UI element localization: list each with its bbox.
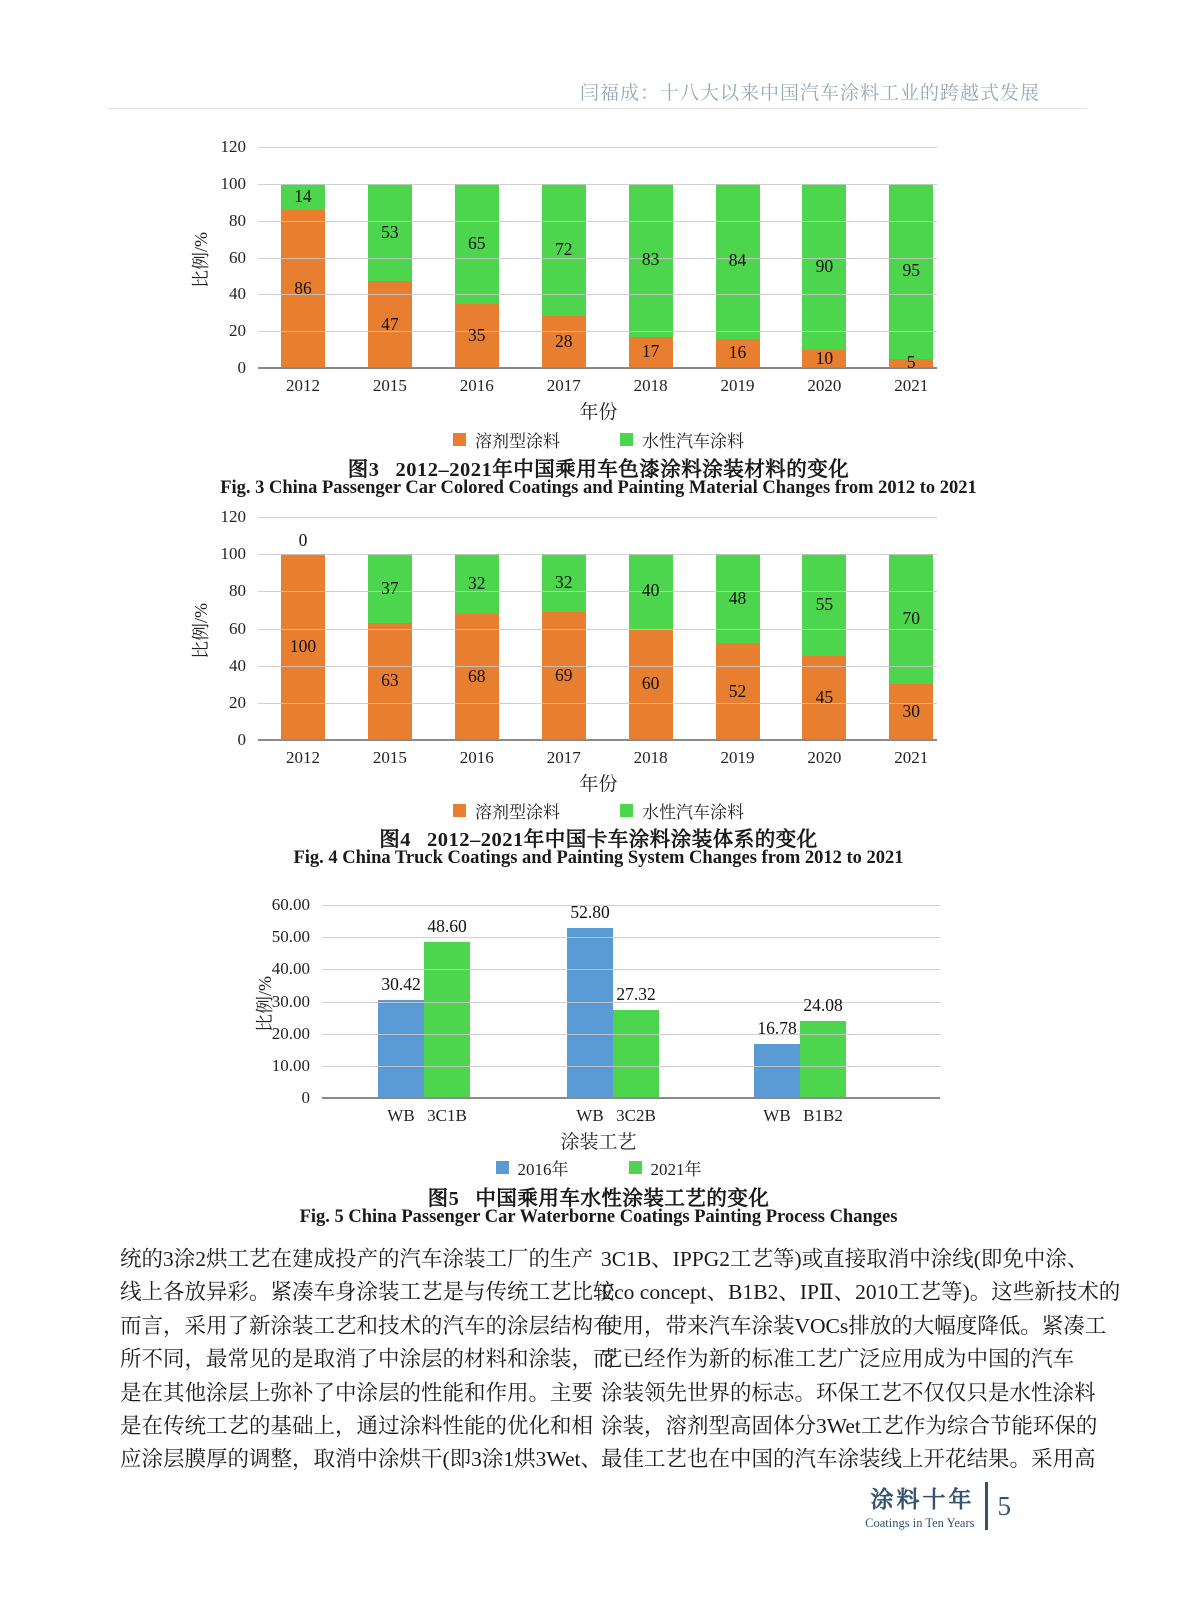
header-rule <box>108 108 1087 109</box>
page-footer <box>865 1481 1011 1531</box>
bar-2016 <box>567 928 613 1098</box>
bar-2016 <box>378 1000 424 1098</box>
x-tick-label: 2012 <box>286 748 320 767</box>
gridline <box>322 969 940 970</box>
body-text-line: 3C1B、IPPG2工艺等)或直接取消中涂线(即免中涂、 <box>601 1247 1089 1271</box>
y-tick-label: 0 <box>237 730 246 749</box>
fig4-caption-number: 图4 <box>379 829 411 851</box>
gridline <box>258 666 937 667</box>
bar-value-label: 24.08 <box>803 994 843 1015</box>
body-text-line: 涂装，溶剂型高固体分3Wet工艺作为综合节能环保的 <box>601 1414 1098 1439</box>
legend-label: 2021年 <box>650 1160 702 1179</box>
fig4-caption-text: 2012–2021年中国卡车涂料涂装体系的变化 <box>427 829 818 851</box>
legend-item <box>496 1155 569 1180</box>
fig3-caption-text: 2012–2021年中国乘用车色漆涂料涂装材料的变化 <box>395 459 850 481</box>
y-tick-label: 80 <box>229 210 246 230</box>
waterborne-value-label: 65 <box>468 232 486 253</box>
chart-plot-area <box>258 147 937 373</box>
body-text-line: 而言，采用了新涂装工艺和技术的汽车的涂层结构有 <box>120 1313 615 1338</box>
bar-2021 <box>424 942 470 1098</box>
body-text-line: Eco concept、B1B2、IPⅡ、2010工艺等)。这些新技术的 <box>601 1280 1121 1305</box>
bar-2016 <box>754 1044 800 1098</box>
journal-brand-en: Coatings in Ten Years <box>865 1516 975 1530</box>
solvent-value-label: 60 <box>641 673 660 694</box>
y-tick-label: 20.00 <box>271 1023 310 1043</box>
legend-item <box>453 427 560 452</box>
gridline <box>322 905 940 906</box>
running-head: 闫福成：十八大以来中国汽车涂料工业的跨越式发展 <box>579 83 1040 104</box>
solvent-value-label: 16 <box>728 342 747 363</box>
solvent-value-label: 45 <box>815 687 834 708</box>
gridline <box>258 517 937 518</box>
green-legend-swatch <box>620 804 633 817</box>
gridline <box>258 629 937 630</box>
body-text-line: 涂装领先世界的标志。环保工艺不仅仅只是水性涂料 <box>601 1380 1096 1405</box>
x-tick-label: 2018 <box>633 376 668 395</box>
waterborne-value-label: 37 <box>381 577 399 598</box>
solvent-value-label: 5 <box>906 352 916 373</box>
x-tick-label: WB <box>763 1106 791 1125</box>
solvent-value-label: 68 <box>468 665 486 686</box>
x-tick-label: WB <box>576 1106 604 1125</box>
solvent-value-label: 63 <box>381 670 399 691</box>
green-legend-swatch <box>629 1161 642 1174</box>
gridline <box>258 147 937 148</box>
legend-item <box>453 798 560 823</box>
y-tick-label: 40 <box>229 284 246 304</box>
x-axis-title: 年份 <box>579 402 618 423</box>
fig3-caption-en: Fig. 3 China Passenger Car Colored Coatings and Painting Material Changes from 2012 to 2021 <box>220 478 977 498</box>
waterborne-value-label: 95 <box>902 260 921 281</box>
bar-2021 <box>613 1010 659 1098</box>
waterborne-value-label: 32 <box>468 572 486 593</box>
body-text-line: 是在其他涂层上弥补了中涂层的性能和作用。主要 <box>120 1380 594 1405</box>
body-text-line: 统的3涂2烘工艺在建成投产的汽车涂装工厂的生产 <box>120 1247 594 1271</box>
x-tick-label: 2015 <box>372 376 407 395</box>
x-tick-label: 2020 <box>807 376 842 395</box>
body-text-line: 是在传统工艺的基础上，通过涂料性能的优化和相 <box>120 1414 594 1439</box>
body-text-line: 艺已经作为新的标准工艺广泛应用成为中国的汽车 <box>601 1347 1075 1372</box>
chart-plot-area <box>258 517 937 740</box>
y-axis-title: 比例/% <box>191 231 211 288</box>
bar-value-label: 16.78 <box>757 1018 797 1039</box>
y-tick-label: 100 <box>220 544 246 564</box>
x-tick-label: 2021 <box>894 376 929 395</box>
x-tick-label: 2012 <box>286 376 320 395</box>
y-tick-label: 40 <box>229 655 246 675</box>
legend-label: 水性汽车涂料 <box>642 803 744 822</box>
waterborne-value-label: 84 <box>728 250 747 271</box>
solvent-value-label: 100 <box>289 636 317 657</box>
y-tick-label: 0 <box>237 358 246 377</box>
waterborne-value-label: 0 <box>298 530 308 551</box>
gridline <box>322 937 940 938</box>
x-tick-label: 2015 <box>372 748 407 767</box>
x-tick-label: 2016 <box>459 748 494 767</box>
waterborne-value-label: 90 <box>815 255 834 276</box>
gridline <box>322 1034 940 1035</box>
y-tick-label: 20 <box>229 692 246 712</box>
waterborne-value-label: 55 <box>815 594 834 615</box>
x-tick-label: 3C1B <box>427 1106 467 1125</box>
chart-legend <box>110 1155 1087 1180</box>
gridline <box>258 554 937 555</box>
x-tick-label: WB <box>387 1106 415 1125</box>
chart-plot-area <box>322 902 940 1098</box>
legend-label: 溶剂型涂料 <box>475 803 560 822</box>
y-tick-label: 50.00 <box>271 927 310 947</box>
x-tick-label: 2020 <box>807 748 842 767</box>
solvent-value-label: 30 <box>902 701 921 722</box>
waterborne-value-label: 72 <box>554 239 573 260</box>
x-axis-line <box>258 739 937 741</box>
solvent-value-label: 28 <box>554 331 573 352</box>
waterborne-value-label: 32 <box>554 571 573 592</box>
solvent-value-label: 10 <box>815 347 834 368</box>
body-text-line: 使用，带来汽车涂装VOCs排放的大幅度降低。紧凑工 <box>601 1313 1107 1338</box>
legend-label: 水性汽车涂料 <box>642 432 744 451</box>
chart-legend <box>110 427 1087 452</box>
legend-label: 溶剂型涂料 <box>475 432 560 451</box>
y-tick-label: 60 <box>229 618 246 638</box>
x-tick-label: 3C2B <box>616 1106 656 1125</box>
solvent-value-label: 69 <box>554 664 573 685</box>
fig5-caption-number: 图5 <box>427 1188 460 1210</box>
x-tick-label: 2019 <box>720 376 755 395</box>
y-tick-label: 10.00 <box>271 1055 310 1075</box>
bar-value-label: 30.42 <box>381 974 421 995</box>
legend-label: 2016年 <box>517 1160 569 1179</box>
y-tick-label: 100 <box>220 173 246 193</box>
bar-value-label: 27.32 <box>616 984 656 1005</box>
y-axis-title: 比例/% <box>191 602 211 659</box>
y-tick-label: 80 <box>229 581 246 601</box>
gridline <box>258 184 937 185</box>
body-text-line: 线上各放异彩。紧凑车身涂装工艺是与传统工艺比较 <box>120 1280 615 1305</box>
orange-legend-swatch <box>453 433 466 446</box>
y-tick-label: 120 <box>220 507 246 526</box>
chart-legend <box>110 798 1087 823</box>
x-tick-label: 2018 <box>633 748 668 767</box>
bar-value-label: 52.80 <box>570 902 610 923</box>
gridline <box>258 294 937 295</box>
fig4-caption-en: Fig. 4 China Truck Coatings and Painting System Changes from 2012 to 2021 <box>293 848 904 868</box>
x-tick-label: 2017 <box>546 748 581 767</box>
body-column-left <box>120 1243 615 1477</box>
body-column-right <box>601 1243 1121 1477</box>
x-tick-label: B1B2 <box>803 1106 843 1125</box>
fig5-caption-text: 中国乘用车水性涂装工艺的变化 <box>475 1188 770 1210</box>
x-tick-label: 2017 <box>546 376 581 395</box>
legend-item <box>620 427 744 452</box>
waterborne-value-label: 83 <box>641 249 660 270</box>
solvent-value-label: 47 <box>381 313 399 334</box>
waterborne-value-label: 14 <box>294 185 312 206</box>
waterborne-value-label: 40 <box>641 580 660 601</box>
bar-value-label: 48.60 <box>427 915 467 936</box>
x-tick-label: 2021 <box>894 748 929 767</box>
orange-legend-swatch <box>453 804 466 817</box>
journal-brand <box>865 1481 974 1531</box>
body-text-line: 所不同，最常见的是取消了中涂层的材料和涂装，而 <box>120 1347 615 1372</box>
legend-item <box>629 1155 702 1180</box>
waterborne-value-label: 48 <box>728 587 747 608</box>
y-tick-label: 30.00 <box>271 991 310 1011</box>
footer-divider <box>985 1482 988 1530</box>
green-legend-swatch <box>620 433 633 446</box>
fig3-caption-number: 图3 <box>347 459 380 481</box>
waterborne-value-label: 53 <box>381 221 399 242</box>
gridline <box>322 1066 940 1067</box>
x-axis-line <box>322 1097 940 1099</box>
solvent-value-label: 86 <box>294 277 312 298</box>
solvent-value-label: 17 <box>641 341 660 362</box>
body-text-line: 最佳工艺也在中国的汽车涂装线上开花结果。采用高 <box>601 1447 1096 1472</box>
solvent-value-label: 35 <box>468 324 486 345</box>
y-tick-label: 60 <box>229 247 246 267</box>
legend-item <box>620 798 744 823</box>
x-axis-title: 年份 <box>579 774 618 795</box>
page-number: 5 <box>997 1490 1011 1521</box>
waterborne-value-label: 70 <box>902 608 921 629</box>
body-text-line: 应涂层膜厚的调整，取消中涂烘干(即3涂1烘3Wet、 <box>120 1447 602 1472</box>
y-tick-label: 60.00 <box>271 895 310 914</box>
solvent-value-label: 52 <box>728 680 747 701</box>
y-tick-label: 0 <box>301 1088 310 1107</box>
journal-brand-cn: 涂料十年 <box>870 1486 975 1512</box>
y-tick-label: 40.00 <box>271 959 310 979</box>
y-axis-title: 比例/% <box>255 975 275 1032</box>
x-tick-label: 2019 <box>720 748 755 767</box>
fig5-caption-en: Fig. 5 China Passenger Car Waterborne Coatings Painting Process Changes <box>299 1207 898 1227</box>
blue-legend-swatch <box>496 1161 509 1174</box>
x-tick-label: 2016 <box>459 376 494 395</box>
y-tick-label: 120 <box>220 137 246 156</box>
x-axis-title: 涂装工艺 <box>560 1132 637 1153</box>
y-tick-label: 20 <box>229 321 246 341</box>
